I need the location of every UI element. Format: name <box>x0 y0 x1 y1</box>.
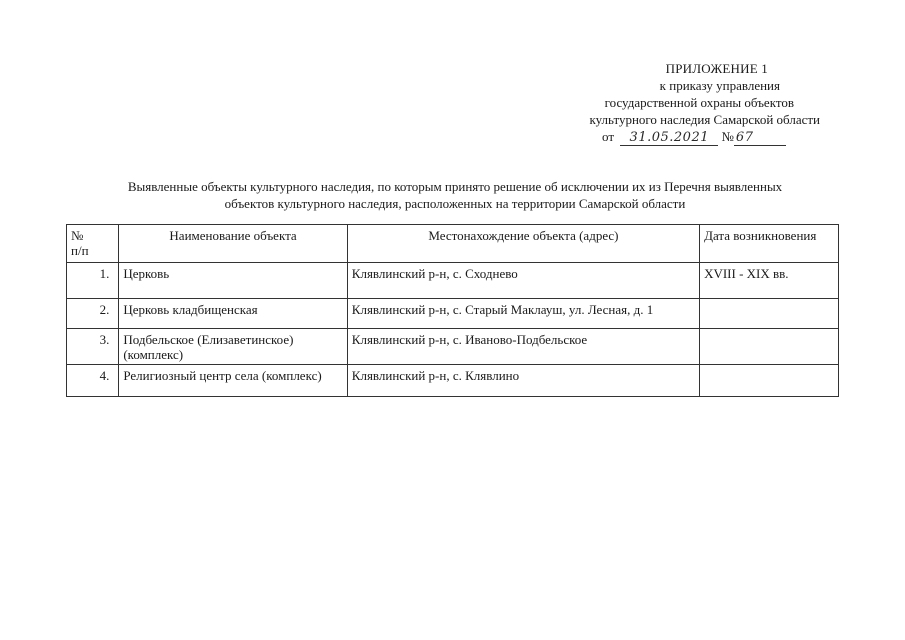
appendix-block <box>520 60 820 146</box>
cell-date <box>700 299 839 329</box>
cell-number: 3. <box>67 329 119 365</box>
cell-number: 2. <box>67 299 119 329</box>
header-name: Наименование объекта <box>119 225 347 263</box>
number-prefix: № <box>721 129 734 144</box>
header-number-symbol: № <box>71 228 84 243</box>
cell-name: Религиозный центр села (комплекс) <box>119 365 347 397</box>
cell-date: XVIII - XIX вв. <box>700 263 839 299</box>
table-row <box>67 365 839 397</box>
appendix-line-1: к приказу управления <box>659 78 780 93</box>
heading-line-2: объектов культурного наследия, расположенных на территории Самарской области <box>224 196 686 211</box>
table-row <box>67 299 839 329</box>
table-row <box>67 329 839 365</box>
cell-name: Церковь кладбищенская <box>119 299 347 329</box>
table-header-row <box>67 225 839 263</box>
appendix-line-3: культурного наследия Самарской области <box>589 112 820 127</box>
cell-date <box>700 329 839 365</box>
cell-name: Церковь <box>119 263 347 299</box>
cell-location: Клявлинский р-н, с. Сходнево <box>347 263 699 299</box>
cell-number: 1. <box>67 263 119 299</box>
table-row <box>67 263 839 299</box>
appendix-title: ПРИЛОЖЕНИЕ 1 <box>665 61 768 76</box>
order-date-number-line <box>520 128 820 146</box>
order-date-handwritten: 31.05.2021 <box>620 130 718 146</box>
cell-number: 4. <box>67 365 119 397</box>
heading-line-1: Выявленные объекты культурного наследия, по которым принято решение об исключении их из Перечня выявленных <box>127 179 783 194</box>
header-number-pp: п/п <box>71 243 89 258</box>
header-location: Местонахождение объекта (адрес) <box>347 225 699 263</box>
appendix-line-2: государственной охраны объектов <box>604 95 794 110</box>
document-heading <box>70 178 840 212</box>
cell-location: Клявлинский р-н, с. Клявлино <box>347 365 699 397</box>
cell-location: Клявлинский р-н, с. Старый Маклауш, ул. Лесная, д. 1 <box>347 299 699 329</box>
cell-date <box>700 365 839 397</box>
objects-table <box>66 224 839 397</box>
date-prefix: от <box>602 129 615 144</box>
cell-location: Клявлинский р-н, с. Иваново-Подбельское <box>347 329 699 365</box>
cell-name: Подбельское (Елизаветинское) (комплекс) <box>119 329 347 365</box>
order-number-handwritten: 67 <box>734 130 786 146</box>
header-number <box>67 225 119 263</box>
header-date: Дата возникновения <box>700 225 839 263</box>
